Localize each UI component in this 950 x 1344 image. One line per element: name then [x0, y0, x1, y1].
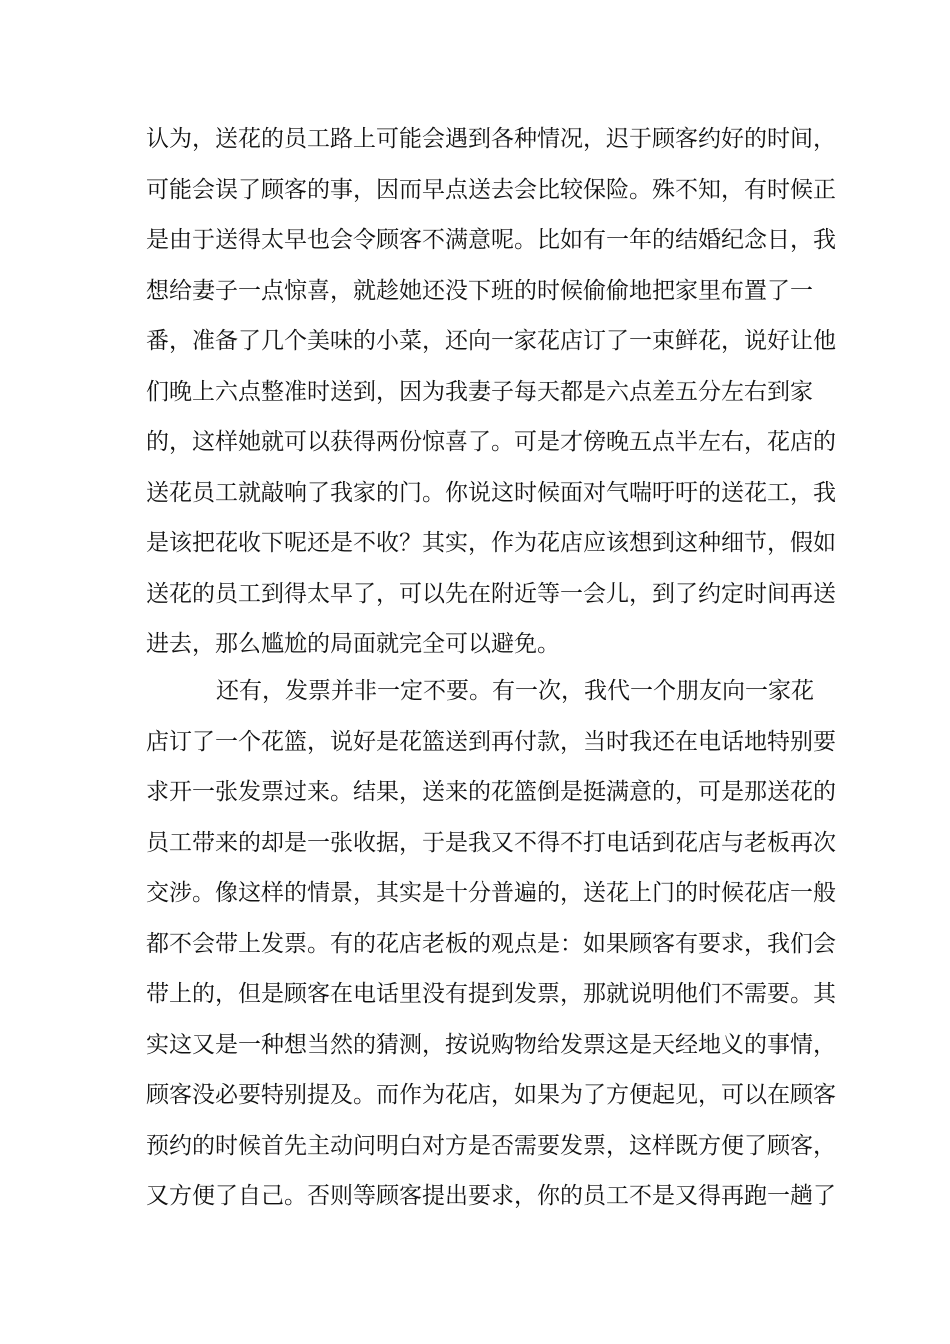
paragraph-line: 求开一张发票过来。结果，送来的花篮倒是挺满意的，可是那送花的 [146, 779, 836, 805]
paragraph-line: 是由于送得太早也会令顾客不满意呢。比如有一年的结婚纪念日，我 [146, 227, 836, 253]
paragraph-line: 番，准备了几个美味的小菜，还向一家花店订了一束鲜花，说好让他 [146, 328, 836, 354]
paragraph-line: 的，这样她就可以获得两份惊喜了。可是才傍晚五点半左右，花店的 [146, 429, 836, 455]
paragraph-2 [146, 666, 836, 1222]
paragraph-line: 实这又是一种想当然的猜测，按说购物给发票这是天经地义的事情， [146, 1031, 836, 1058]
paragraph-line: 又方便了自己。否则等顾客提出要求，你的员工不是又得再跑一趟了 [146, 1183, 836, 1209]
paragraph-line: 想给妻子一点惊喜，就趁她还没下班的时候偷偷地把家里布置了一 [146, 277, 813, 304]
paragraph-line: 交涉。像这样的情景，其实是十分普遍的，送花上门的时候花店一般 [146, 880, 836, 906]
paragraph-line: 都不会带上发票。有的花店老板的观点是：如果顾客有要求，我们会 [146, 930, 836, 957]
paragraph-line: 们晚上六点整准时送到，因为我妻子每天都是六点差五分左右到家 [146, 378, 813, 405]
paragraph-line: 送花的员工到得太早了，可以先在附近等一会儿，到了约定时间再送 [146, 580, 836, 607]
paragraph-line: 送花员工就敲响了我家的门。你说这时候面对气喘吁吁的送花工，我 [146, 479, 836, 506]
paragraph-line: 进去，那么尴尬的局面就完全可以避免。 [146, 631, 560, 657]
paragraph-line: 认为，送花的员工路上可能会遇到各种情况，迟于顾客约好的时间， [146, 126, 836, 152]
paragraph-line: 是该把花收下呢还是不收？其实，作为花店应该想到这种细节，假如 [146, 530, 836, 556]
paragraph-line: 可能会误了顾客的事，因而早点送去会比较保险。殊不知，有时候正 [146, 176, 836, 203]
paragraph-line: 预约的时候首先主动问明白对方是否需要发票，这样既方便了顾客， [146, 1132, 836, 1159]
paragraph-line: 顾客没必要特别提及。而作为花店，如果为了方便起见，可以在顾客 [146, 1082, 836, 1108]
paragraph-line: 员工带来的却是一张收据，于是我又不得不打电话到花店与老板再次 [146, 829, 836, 856]
paragraph-line: 店订了一个花篮，说好是花篮送到再付款，当时我还在电话地特别要 [146, 728, 836, 755]
paragraph-line: 带上的，但是顾客在电话里没有提到发票，那就说明他们不需要。其 [146, 981, 836, 1007]
paragraph-1 [146, 114, 836, 670]
paragraph-line: 还有，发票并非一定不要。有一次，我代一个朋友向一家花 [216, 678, 814, 704]
